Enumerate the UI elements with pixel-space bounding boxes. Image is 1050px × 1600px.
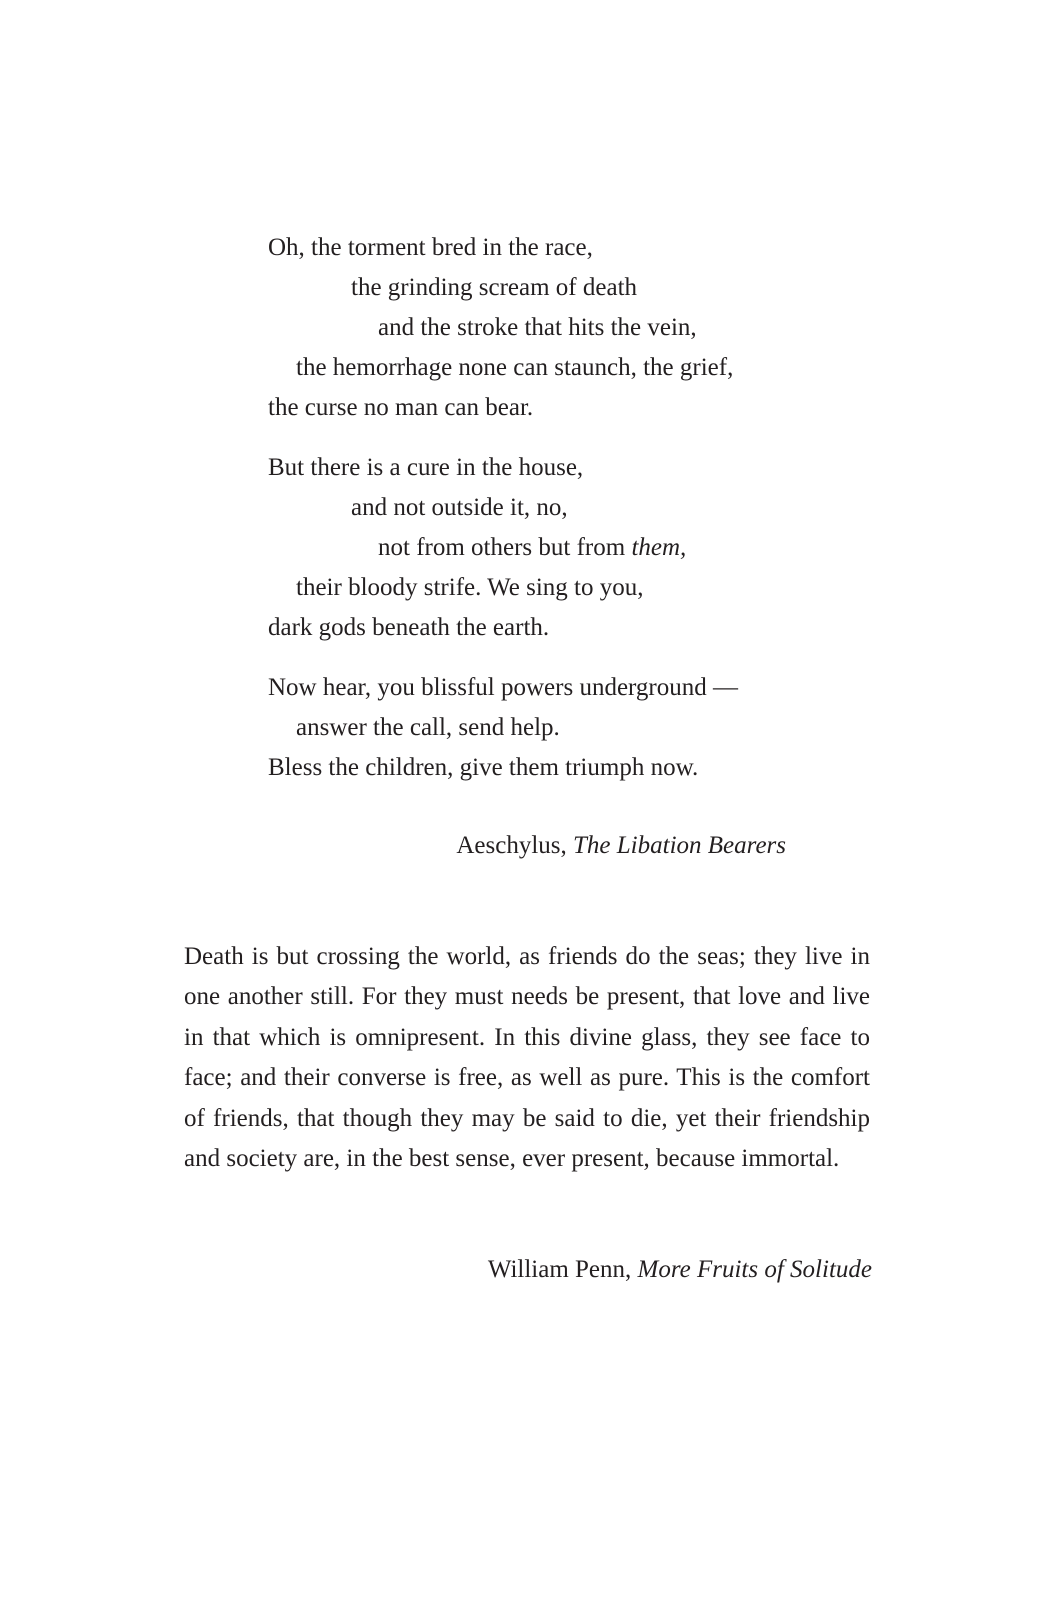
attribution-author: Aeschylus, [456,832,574,859]
poem-line: their bloody strife. We sing to you, [296,574,644,601]
poem-line-emphasis: them, [631,534,687,561]
poem-stanza-3 [0,668,1050,788]
quote-attribution [488,1250,872,1290]
poem-stanza-2 [0,448,1050,648]
poem-line: But there is a cure in the house, [268,454,584,481]
poem-line [0,528,1050,568]
poem-stanza-1 [0,228,1050,428]
attribution-author: William Penn, [487,1256,638,1283]
poem-line: dark gods beneath the earth. [268,614,550,641]
poem-line: Bless the children, give them triumph now. [268,754,699,781]
poem-line: and the stroke that hits the vein, [378,314,697,341]
poem-line: answer the call, send help. [296,714,560,741]
poem-line: the curse no man can bear. [268,394,534,421]
attribution-work-title: More Fruits of Solitude [637,1256,872,1283]
poem-attribution [456,826,786,866]
poem-line: the grinding scream of death [351,274,638,301]
poem-line-plain: not from others but from [378,534,632,561]
poem-line: the hemorrhage none can staunch, the grief, [296,354,734,381]
poem-line: Oh, the torment bred in the race, [268,234,593,261]
attribution-work-title: The Libation Bearers [573,832,786,859]
poem-line: and not outside it, no, [351,494,568,521]
poem-epigraph [0,228,1050,808]
quote-paragraph: Death is but crossing the world, as friends do the seas; they live in one another still. For they must needs be present, that love and live in that which is omnipresent. In this divine glass, they see face to face; and their converse is free, as well as pure. This is the comfort of friends, that though they may be said to die, yet their friendship and society are, in the best sense, ever present, because immortal. [184,943,870,1173]
poem-line: Now hear, you blissful powers underground — [268,674,738,701]
